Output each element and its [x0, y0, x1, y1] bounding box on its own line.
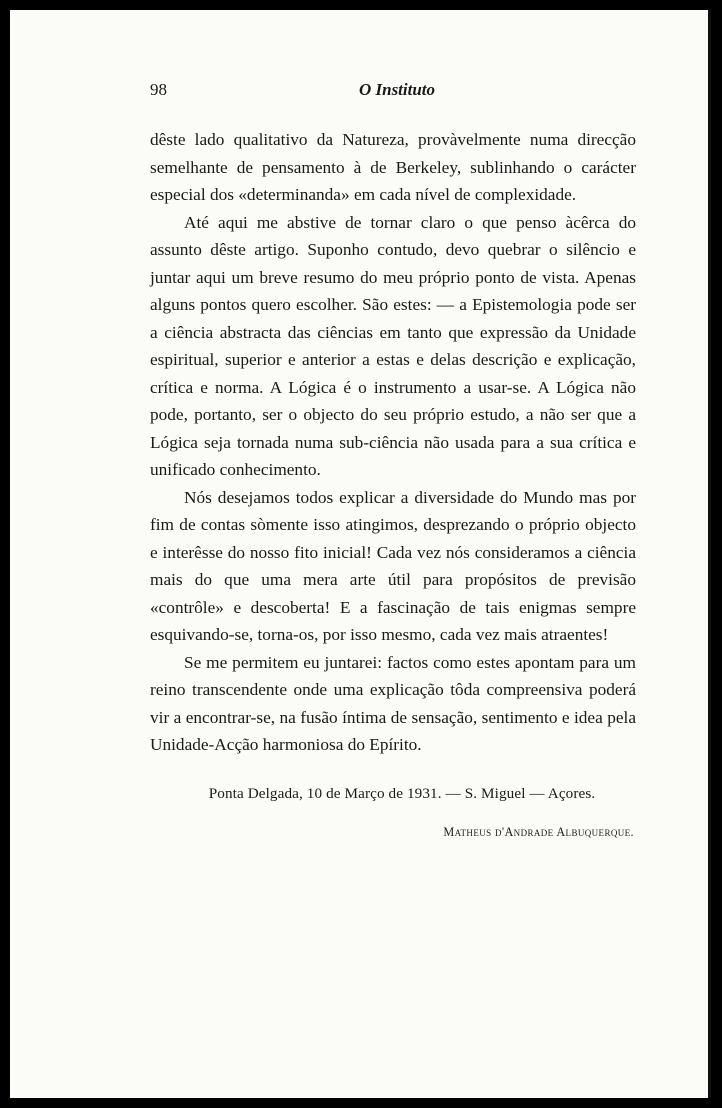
paragraph-4: Se me permitem eu juntarei: factos como estes apontam para um reino transcendente onde uma explicação tôda compreensiva poderá vir a encontrar-se, na fusão íntima de sensação, sentimento e idea pela Unidade-Acção harmoniosa do Epírito. — [150, 652, 636, 754]
paragraph-3: Nós desejamos todos explicar a diversidade do Mundo mas por fim de contas sòmente isso atingimos, desprezando o próprio objecto e interêsse do nosso fito inicial! Cada vez nós consideramos a ciência mais do que uma mera arte útil para propósitos de previsão «contrôle» e descoberta! E a fascinação de tais enigmas sempre esquivando-se, torna-os, por isso mesmo, cada vez mais atraentes! — [150, 487, 636, 644]
running-head — [150, 80, 636, 106]
page-number: 98 — [150, 80, 167, 99]
paragraph-2: Até aqui me abstive de tornar claro o que penso àcêrca do assunto dêste artigo. Suponho contudo, devo quebrar o silêncio e juntar aqui um breve resumo do meu próprio ponto de vista. Apenas alguns pontos quero escolher. São estes: — a Epistemologia pode ser a ciência abstracta das ciências em tanto que expressão da Unidade espiritual, superior e anterior a estas e delas descrição e explicação, crítica e norma. A Lógica é o instrumento a usar-se. A Lógica não pode, portanto, ser o objecto do seu próprio estudo, a não ser que a Lógica seja tornada numa sub-ciência não usada para a sua crítica e unificado conhecimento. — [150, 212, 636, 479]
page-content — [150, 80, 636, 840]
running-title: O Instituto — [358, 80, 436, 99]
book-page — [10, 10, 711, 1098]
paragraph-1: dêste lado qualitativo da Natureza, provàvelmente numa direcção semelhante de pensamento à de Berkeley, sublinhando o carácter especial dos «determinanda» em cada nível de complexidade. — [150, 130, 636, 204]
dateline: Ponta Delgada, 10 de Março de 1931. — S. Miguel — Açores. — [208, 784, 596, 802]
body-text — [150, 126, 636, 759]
author-signature: Matheus d'Andrade Albuquerque. — [443, 824, 634, 839]
